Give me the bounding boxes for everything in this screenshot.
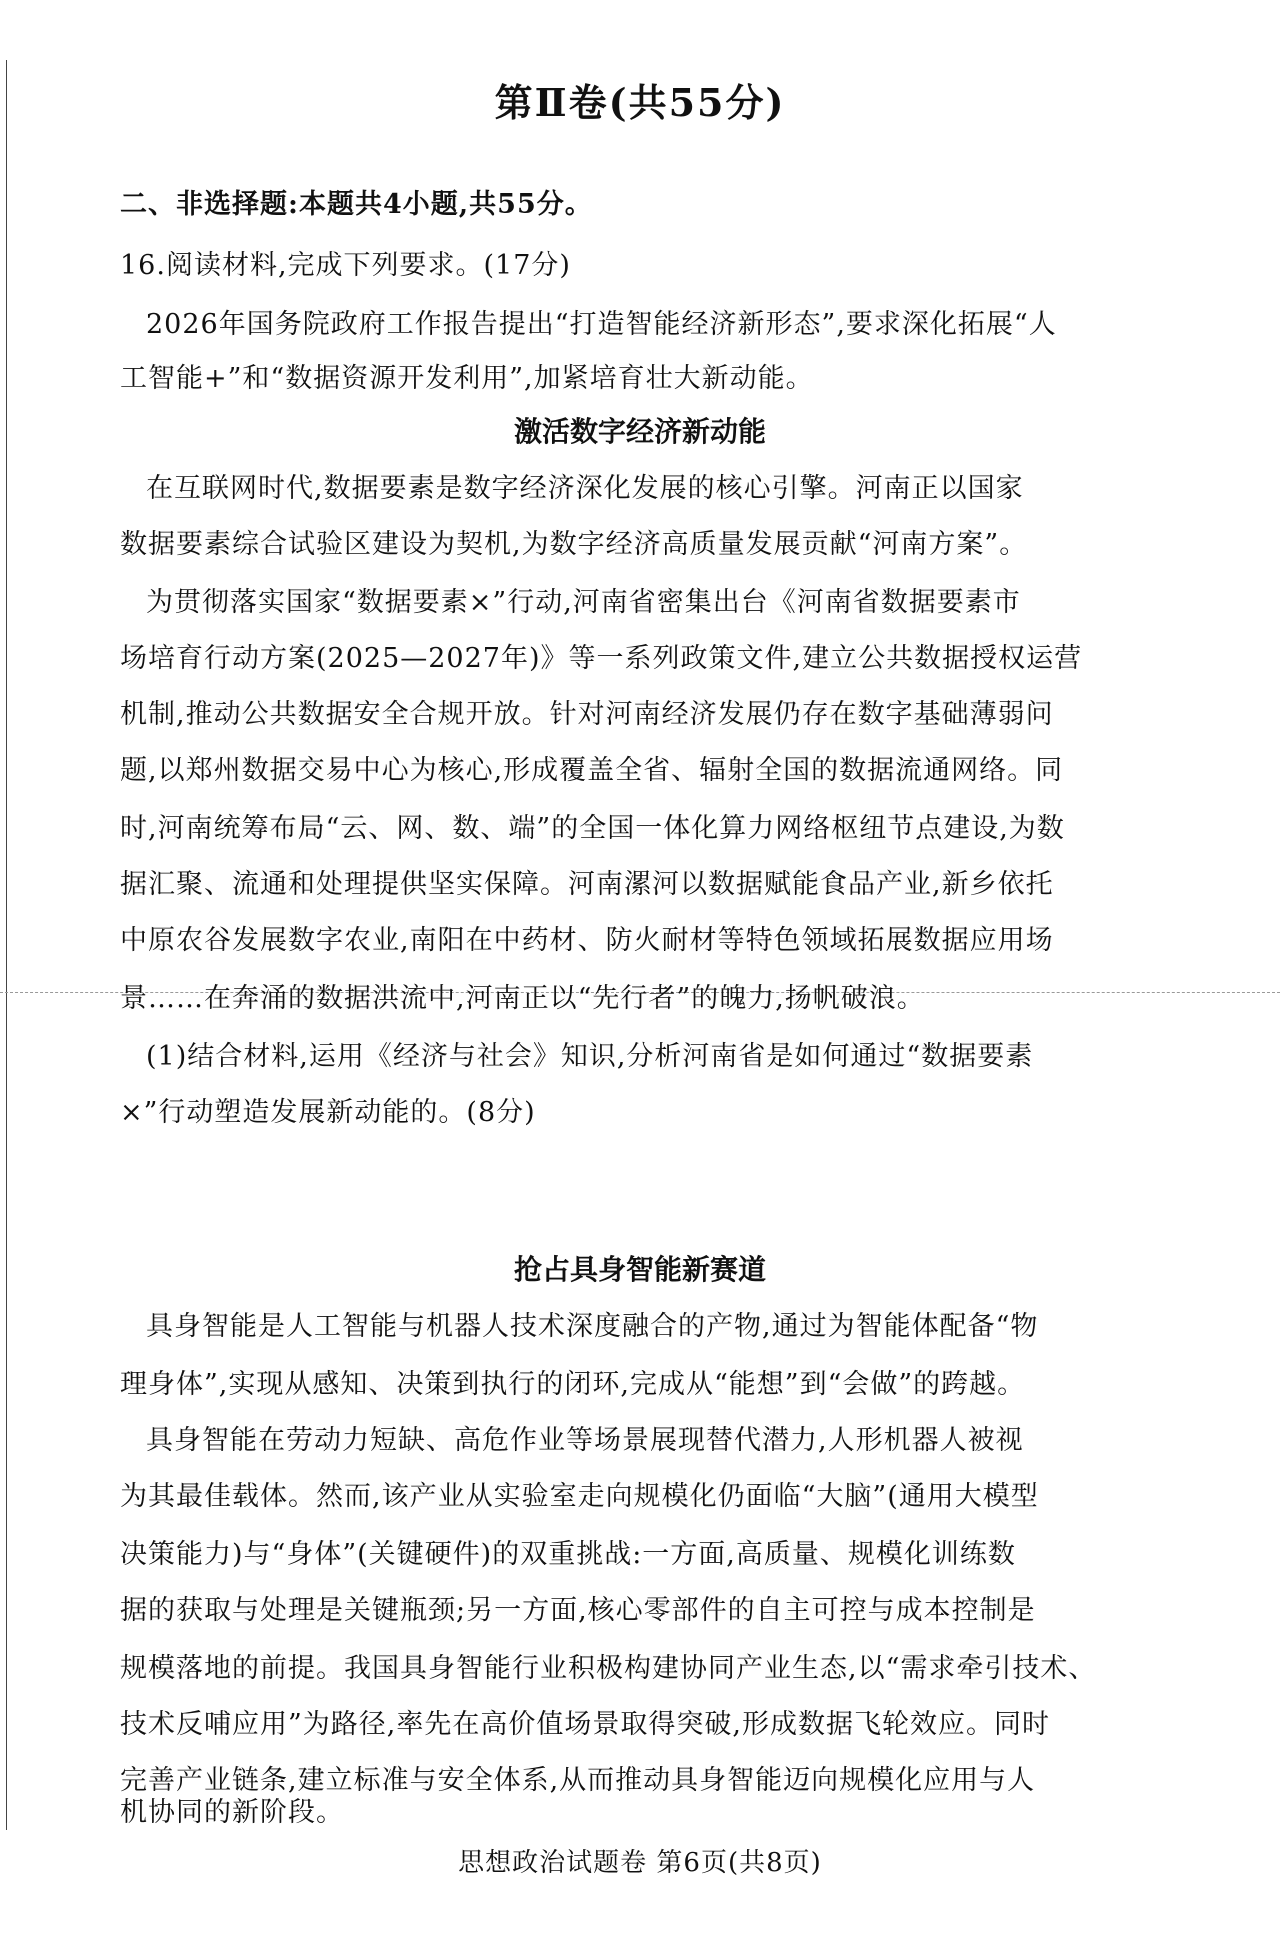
material2-line-last: 机协同的新阶段。 [120, 1797, 344, 1828]
material2-line: 具身智能在劳动力短缺、高危作业等场景展现替代潜力,人形机器人被视 [146, 1425, 1024, 1456]
material2-heading: 抢占具身智能新赛道 [513, 1253, 766, 1286]
part-heading: 二、非选择题:本题共4小题,共55分。 [120, 189, 593, 220]
page-footer: 思想政治试题卷 第6页(共8页) [458, 1848, 822, 1878]
margin-rule [6, 60, 7, 1830]
material2-line: 为其最佳载体。然而,该产业从实验室走向规模化仍面临“大脑”(通用大模型 [120, 1481, 1039, 1512]
material1-line: 据汇聚、流通和处理提供坚实保障。河南漯河以数据赋能食品产业,新乡依托 [120, 869, 1054, 900]
material1-line: 机制,推动公共数据安全合规开放。针对河南经济发展仍存在数字基础薄弱问 [120, 699, 1054, 730]
material1-line: 在互联网时代,数据要素是数字经济深化发展的核心引擎。河南正以国家 [146, 473, 1024, 504]
material2-line: 具身智能是人工智能与机器人技术深度融合的产物,通过为智能体配备“物 [146, 1311, 1039, 1342]
intro-line: 工智能+”和“数据资源开发利用”,加紧培育壮大新动能。 [120, 363, 814, 394]
intro-line: 2026年国务院政府工作报告提出“打造智能经济新形态”,要求深化拓展“人 [146, 309, 1057, 340]
material1-line: 数据要素综合试验区建设为契机,为数字经济高质量发展贡献“河南方案”。 [120, 529, 1028, 560]
material1-line: 为贯彻落实国家“数据要素×”行动,河南省密集出台《河南省数据要素市 [146, 587, 1021, 618]
sub-question-1: ×”行动塑造发展新动能的。(8分) [120, 1097, 536, 1128]
material1-heading: 激活数字经济新动能 [513, 415, 766, 448]
material2-line: 理身体”,实现从感知、决策到执行的闭环,完成从“能想”到“会做”的跨越。 [120, 1369, 1026, 1400]
material1-line: 中原农谷发展数字农业,南阳在中药材、防火耐材等特色领域拓展数据应用场 [120, 925, 1054, 956]
material2-line: 规模落地的前提。我国具身智能行业积极构建协同产业生态,以“需求牵引技术、 [120, 1653, 1097, 1684]
material2-line: 技术反哺应用”为路径,率先在高价值场景取得突破,形成数据飞轮效应。同时 [120, 1709, 1050, 1740]
section-title: 第Ⅱ卷(共55分) [494, 80, 786, 125]
material1-line: 题,以郑州数据交易中心为核心,形成覆盖全省、辐射全国的数据流通网络。同 [120, 755, 1064, 786]
material2-line: 决策能力)与“身体”(关键硬件)的双重挑战:一方面,高质量、规模化训练数 [120, 1539, 1016, 1570]
question-stem: 16.阅读材料,完成下列要求。(17分) [120, 250, 571, 281]
sub-question-1: (1)结合材料,运用《经济与社会》知识,分析河南省是如何通过“数据要素 [146, 1041, 1034, 1072]
material2-line: 完善产业链条,建立标准与安全体系,从而推动具身智能迈向规模化应用与人 [120, 1765, 1036, 1796]
material2-line: 据的获取与处理是关键瓶颈;另一方面,核心零部件的自主可控与成本控制是 [120, 1595, 1036, 1626]
material1-line: 时,河南统筹布局“云、网、数、端”的全国一体化算力网络枢纽节点建设,为数 [120, 813, 1065, 844]
material1-line: 景……在奔涌的数据洪流中,河南正以“先行者”的魄力,扬帆破浪。 [120, 983, 925, 1014]
material1-line: 场培育行动方案(2025—2027年)》等一系列政策文件,建立公共数据授权运营 [120, 643, 1083, 674]
